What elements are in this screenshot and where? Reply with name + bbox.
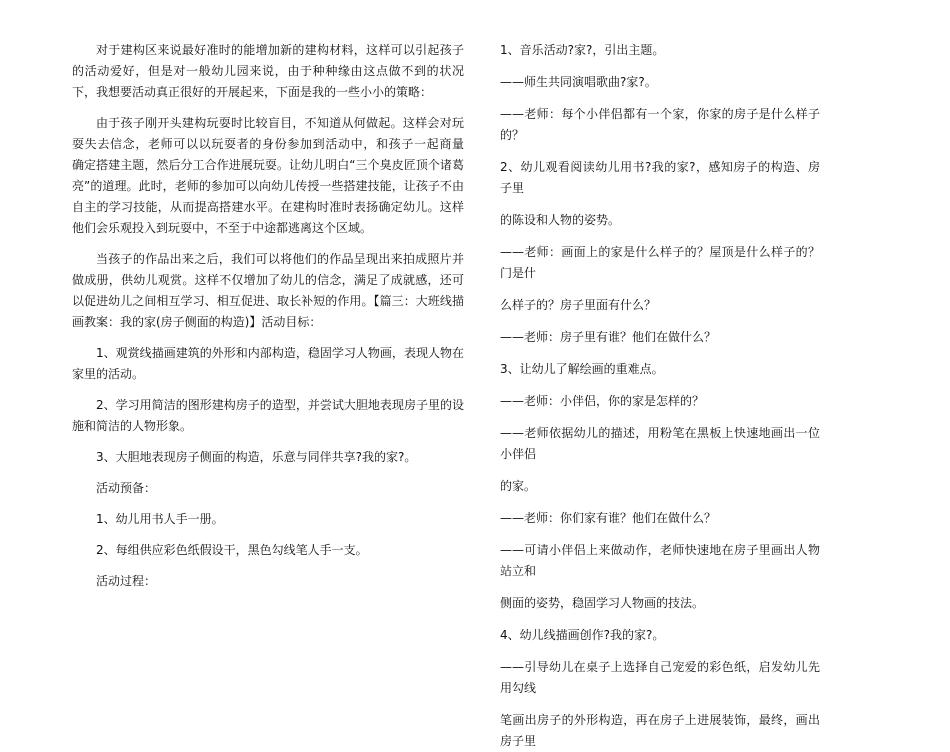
step-3-line-1: ——老师：小伴侣，你的家是怎样的？ [500,394,705,408]
process-heading: 活动过程： [96,574,157,588]
step-2-heading: 2、幼儿观看阅读幼儿用书?我的家?，感知房子的构造、房子里 [500,160,820,195]
step-1-heading: 1、音乐活动?家?，引出主题。 [500,43,665,57]
preparation-item-1: 1、幼儿用书人手一册。 [96,512,224,526]
step-2-line-1-cont: 么样子的？房子里面有什么？ [500,298,657,312]
preparation-heading: 活动预备： [96,481,157,495]
goal-item-1: 1、观赏线描画建筑的外形和内部构造，稳固学习人物画，表现人物在家里的活动。 [72,346,464,381]
step-2-line-1: ——老师：画面上的家是什么样子的？屋顶是什么样子的？门是什 [500,245,820,280]
preparation-item-2: 2、每组供应彩色纸假设干，黑色勾线笔人手一支。 [96,543,368,557]
step-3-line-3: ——老师：你们家有谁？他们在做什么？ [500,511,717,525]
paragraph-intro: 对于建构区来说最好准时的能增加新的建构材料，这样可以引起孩子的活动爱好，但是对一般幼儿园来说，由于种种缘由这点做不到的状况下，我想要活动真正很好的开展起来，下面是我的一些小小的策略： [72,43,464,99]
goal-item-3: 3、大胆地表现房子侧面的构造，乐意与同伴共享?我的家?。 [96,450,417,464]
step-3-line-2: ——老师依据幼儿的描述，用粉笔在黑板上快速地画出一位小伴侣 [500,426,820,461]
step-2-line-2: ——老师：房子里有谁？他们在做什么？ [500,330,717,344]
right-column [500,40,820,752]
step-1-line-2: ——老师：每个小伴侣都有一个家，你家的房子是什么样子的？ [500,107,820,142]
step-2-heading-cont: 的陈设和人物的姿势。 [500,213,621,227]
step-4-heading: 4、幼儿线描画创作?我的家?。 [500,628,665,642]
step-3-heading: 3、让幼儿了解绘画的重难点。 [500,362,664,376]
goal-item-2: 2、学习用简洁的图形建构房子的造型，并尝试大胆地表现房子里的设施和简洁的人物形象。 [72,398,464,433]
left-column [72,40,477,592]
step-4-line-1: ——引导幼儿在桌子上选择自己宠爱的彩色纸，启发幼儿先用勾线 [500,660,820,695]
step-4-line-1-cont: 笔画出房子的外形构造，再在房子上进展装饰，最终，画出房子里 [500,713,820,748]
step-1-line-1: ——师生共同演唱歌曲?家?。 [500,75,657,89]
paragraph-display: 当孩子的作品出来之后，我们可以将他们的作品呈现出来拍成照片并做成册，供幼儿观赏。这样不仅增加了幼儿的信念，满足了成就感，还可以促进幼儿之间相互学习、相互促进、取长补短的作用。【篇三：大班线描画教案：我的家(房子侧面的构造)】活动目标： [72,252,464,329]
step-3-line-2-cont: 的家。 [500,479,537,493]
step-3-line-4: ——可请小伴侣上来做动作，老师快速地在房子里画出人物站立和 [500,543,820,578]
paragraph-strategy: 由于孩子刚开头建构玩耍时比较盲目，不知道从何做起。这样会对玩耍失去信念，老师可以以玩耍者的身份参加到活动中，和孩子一起商量 确定搭建主题，然后分工合作进展玩耍。让幼儿明白“三个臭皮匠顶个诸葛亮”的道理。此时，老师的参加可以向幼儿传授一些搭建技能，让孩子不由自主的学习技能，从而提高搭建水平。在建构时准时表扬确定幼儿。这样他们会乐观投入到玩耍中，不至于中途都逃离这个区域。 [72,116,477,235]
step-3-line-4-cont: 侧面的姿势，稳固学习人物画的技法。 [500,596,705,610]
